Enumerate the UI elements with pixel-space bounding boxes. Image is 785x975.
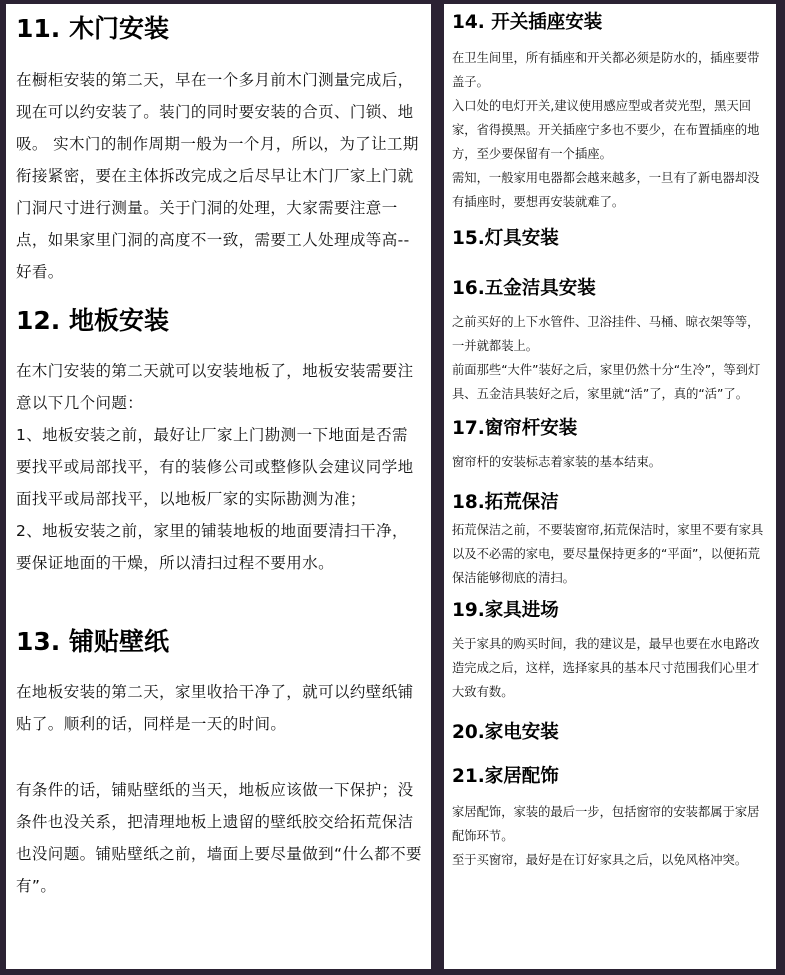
section-13-title: 13. 铺贴壁纸 <box>16 627 169 656</box>
section-19-title: 19.家具进场 <box>452 600 559 621</box>
section-21-para-1: 家居配饰，家装的最后一步，包括窗帘的安装都属于家居配饰环节。 <box>452 805 760 843</box>
section-21-para-2: 至于买窗帘，最好是在订好家具之后，以免风格冲突。 <box>452 853 748 867</box>
section-13-para-2: 有条件的话，铺贴壁纸的当天，地板应该做一下保护；没条件也没关系，把清理地板上遗留的壁纸胶交给拓荒保洁也没问题。铺贴壁纸之前，墙面上要尽量做到“什么都不要有”。 <box>16 781 422 895</box>
section-14-para-3: 需知，一般家用电器都会越来越多，一旦有了新电器却没有插座时，要想再安装就难了。 <box>452 171 760 209</box>
section-15-title: 15.灯具安装 <box>452 228 559 249</box>
section-21-title: 21.家居配饰 <box>452 766 559 787</box>
section-18-para-1: 拓荒保洁之前，不要装窗帘,拓荒保洁时，家里不要有家具以及不必需的家电，要尽量保持更多的“平面”，以便拓荒保洁能够彻底的清扫。 <box>452 523 764 585</box>
section-18-title: 18.拓荒保洁 <box>452 492 559 513</box>
section-17-title: 17.窗帘杆安装 <box>452 418 578 439</box>
left-column <box>6 4 431 969</box>
section-14-title: 14. 开关插座安装 <box>452 12 603 33</box>
section-12-intro: 在木门安装的第二天就可以安装地板了，地板安装需要注意以下几个问题： <box>16 362 414 412</box>
section-16-title: 16.五金洁具安装 <box>452 278 596 299</box>
section-12-item-2: 2、地板安装之前，家里的铺装地板的地面要清扫干净，要保证地面的干燥，所以清扫过程不要用水。 <box>16 522 408 572</box>
section-14-para-1: 在卫生间里，所有插座和开关都必须是防水的，插座要带盖子。 <box>452 51 760 89</box>
section-13-para-1: 在地板安装的第二天，家里收拾干净了，就可以约壁纸铺贴了。顺利的话，同样是一天的时间。 <box>16 683 414 733</box>
section-20-title: 20.家电安装 <box>452 722 559 743</box>
section-19-para-1: 关于家具的购买时间，我的建议是，最早也要在水电路改造完成之后，这样，选择家具的基本尺寸范围我们心里才大致有数。 <box>452 637 760 699</box>
section-16-para-1: 之前买好的上下水管件、卫浴挂件、马桶、晾衣架等等，一并就都装上。 <box>452 315 760 353</box>
section-12-item-1: 1、地板安装之前，最好让厂家上门勘测一下地面是否需要找平或局部找平，有的装修公司或整修队会建议同学地面找平或局部找平，以地板厂家的实际勘测为准； <box>16 426 414 508</box>
section-11-body: 在橱柜安装的第二天，早在一个多月前木门测量完成后，现在可以约安装了。装门的同时要安装的合页、门锁、地吸。 实木门的制作周期一般为一个月，所以，为了让工期衔接紧密，要在主体拆改完成之后尽早让木门厂家上门就门洞尺寸进行测量。关于门洞的处理，大家需要注意一点，如果家里门洞的高度不一致，需要工人处理成等高--好看。 <box>16 71 419 281</box>
section-11-title: 11. 木门安装 <box>16 14 169 43</box>
right-column <box>444 4 776 969</box>
section-14-para-2: 入口处的电灯开关,建议使用感应型或者荧光型，黑天回家，省得摸黑。开关插座宁多也不要少，在布置插座的地方，至少要保留有一个插座。 <box>452 99 760 161</box>
section-17-para-1: 窗帘杆的安装标志着家装的基本结束。 <box>452 455 662 469</box>
section-12-title: 12. 地板安装 <box>16 306 169 335</box>
section-16-para-2: 前面那些“大件”装好之后，家里仍然十分“生冷”，等到灯具、五金洁具装好之后，家里就“活”了，真的“活”了。 <box>452 363 761 401</box>
